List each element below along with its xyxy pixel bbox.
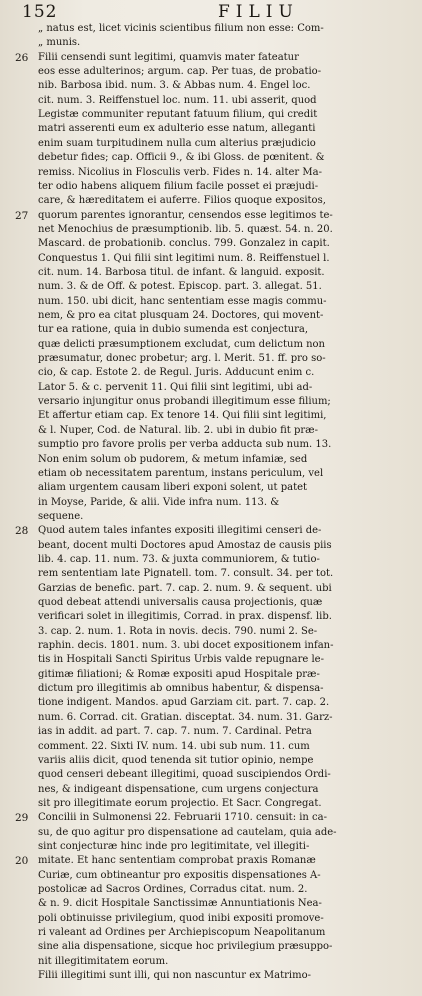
- text-line: [0, 740, 422, 754]
- line-text: comment. 22. Sixti IV. num. 14. ubi sub num. 11. cum: [38, 740, 310, 752]
- text-line: [0, 51, 422, 65]
- line-text: Mascard. de probationib. conclus. 799. Gonzalez in capit.: [38, 238, 330, 250]
- line-text: in Moyse, Paride, & alii. Vide infra num. 113. &: [38, 496, 280, 508]
- text-line: [0, 79, 422, 93]
- line-text: poli obtinuisse privilegium, quod inibi expositi promove-: [38, 912, 324, 924]
- text-line: [0, 65, 422, 79]
- line-text: sit pro illegitimate eorum projectio. Et Sacr. Congregat.: [38, 797, 322, 809]
- line-text: care, & hæreditatem ei auferre. Filios quoque expositos,: [38, 195, 326, 207]
- text-line: [0, 180, 422, 194]
- text-line: [0, 438, 422, 452]
- line-text: quod debeat attendi universalis causa projectionis, quæ: [38, 597, 323, 608]
- text-line: [0, 969, 422, 983]
- line-text: „ munis.: [38, 37, 81, 49]
- line-text: nem, & pro ea citat plusquam 24. Doctores, qui movent-: [38, 310, 324, 321]
- text-line: [0, 524, 422, 538]
- line-text: versario injungitur onus probandi illegitimum esse filium;: [38, 396, 331, 408]
- text-line: [0, 166, 422, 180]
- text-line: [0, 424, 422, 438]
- line-text: sequene.: [38, 510, 84, 522]
- text-line: [0, 912, 422, 926]
- text-line: [0, 122, 422, 136]
- text-line: [0, 582, 422, 596]
- line-text: Conquestus 1. Qui filii sint legitimi num. 8. Reiffenstuel l.: [38, 252, 330, 264]
- line-text: variis aliis dicit, quod tenenda sit tutior opinio, nempe: [38, 754, 314, 766]
- text-line: [0, 223, 422, 237]
- line-text: rem sententiam late Pignatell. tom. 7. consult. 34. per tot.: [38, 568, 334, 580]
- line-text: verificari solet in illegitimis, Corrad. in prax. dispensf. lib.: [38, 611, 332, 623]
- text-line: [0, 510, 422, 524]
- line-text: eos esse adulterinos; argum. cap. Per tuas, de probatio-: [38, 66, 322, 78]
- line-text: ri valeant ad Ordines per Archiepiscopum Neapolitanum: [38, 927, 326, 939]
- line-text: su, de quo agitur pro dispensatione ad cautelam, quia ade-: [38, 826, 337, 838]
- line-text: cio, & cap. Estote 2. de Regul. Juris. Adducunt enim c.: [38, 367, 315, 379]
- line-text: quod censeri debeant illegitimi, quoad suscipiendos Ordi-: [38, 769, 331, 781]
- line-text: lib. 4. cap. 11. num. 73. & juxta communiorem, & tutio-: [38, 553, 320, 565]
- page-header: [0, 2, 422, 22]
- line-text: Filii censendi sunt legitimi, quamvis mater fateatur: [38, 51, 299, 63]
- text-line: [0, 209, 422, 223]
- line-text: aliam urgentem causam liberi exponi solent, ut patet: [38, 482, 308, 494]
- text-line: [0, 194, 422, 208]
- text-line: [0, 811, 422, 825]
- line-text: beant, docent multi Doctores apud Amostaz de causis piis: [38, 539, 332, 551]
- margin-number: 28: [15, 525, 29, 538]
- text-line: [0, 366, 422, 380]
- text-line: [0, 395, 422, 409]
- line-text: ter odio habens aliquem filium facile posset ei præjudi-: [38, 180, 319, 192]
- line-text: raphin. decis. 1801. num. 3. ubi docet expositionem infan-: [38, 640, 334, 652]
- text-line: [0, 653, 422, 667]
- text-line: [0, 854, 422, 868]
- text-line: [0, 840, 422, 854]
- text-line: [0, 481, 422, 495]
- line-text: sine alia dispensatione, sicque hoc privilegium præsuppo-: [38, 941, 333, 953]
- text-line: [0, 869, 422, 883]
- text-line: [0, 725, 422, 739]
- text-line: [0, 252, 422, 266]
- line-text: Legistæ communiter reputant fatuum filium, qui credit: [38, 109, 318, 121]
- line-text: remiss. Nicolius in Flosculis verb. Fides n. 14. alter Ma-: [38, 166, 322, 178]
- text-line: [0, 797, 422, 811]
- running-head: FILIU: [218, 2, 299, 22]
- text-line: [0, 22, 422, 36]
- text-line: [0, 940, 422, 954]
- text-line: [0, 108, 422, 122]
- line-text: debetur fides; cap. Officii 9., & ibi Gloss. de pœnitent. &: [38, 152, 325, 164]
- line-text: dictum pro illegitimis ab omnibus habentur, & dispensa-: [38, 683, 324, 695]
- line-text: Garzias de benefic. part. 7. cap. 2. num. 9. & sequent. ubi: [38, 582, 332, 594]
- text-line: [0, 783, 422, 797]
- line-text: nes, & indigeant dispensatione, cum urgens conjectura: [38, 783, 319, 795]
- line-text: net Menochius de præsumptionib. lib. 5. quæst. 54. n. 20.: [38, 223, 333, 235]
- text-line: [0, 137, 422, 151]
- text-line: [0, 539, 422, 553]
- text-line: [0, 955, 422, 969]
- line-text: sint conjecturæ hinc inde pro legitimitate, vel illegiti-: [38, 840, 310, 852]
- line-text: quæ delicti præsumptionem excludat, cum delictum non: [38, 338, 326, 350]
- line-text: præsumatur, donec probetur; arg. l. Merit. 51. ff. pro so-: [38, 353, 326, 365]
- text-line: [0, 280, 422, 294]
- text-line: [0, 237, 422, 251]
- margin-number: 26: [15, 51, 29, 64]
- line-text: Filii illegitimi sunt illi, qui non nascuntur ex Matrimo-: [38, 970, 312, 982]
- line-text: etiam ob necessitatem parentum, instans periculum, vel: [38, 467, 324, 479]
- line-text: quorum parentes ignorantur, censendos esse legitimos te-: [38, 209, 333, 221]
- text-line: [0, 36, 422, 50]
- text-line: [0, 266, 422, 280]
- text-line: [0, 768, 422, 782]
- text-line: [0, 453, 422, 467]
- text-line: [0, 309, 422, 323]
- text-line: [0, 682, 422, 696]
- line-text: mitate. Et hanc sententiam comprobat praxis Romanæ: [38, 855, 316, 867]
- text-line: [0, 467, 422, 481]
- line-text: cit. num. 3. Reiffenstuel loc. num. 11. ubi asserit, quod: [38, 94, 317, 106]
- margin-number: 29: [15, 812, 29, 825]
- line-text: Et affertur etiam cap. Ex tenore 14. Qui filii sint legitimi,: [38, 410, 327, 422]
- line-text: Non enim solum ob pudorem, & metum infamiæ, sed: [38, 453, 308, 465]
- text-line: [0, 338, 422, 352]
- line-text: matri asserenti eum ex adulterio esse natum, alleganti: [38, 123, 316, 135]
- line-text: „ natus est, licet vicinis scientibus filium non esse: Com-: [38, 23, 324, 34]
- text-line: [0, 496, 422, 510]
- text-line: [0, 610, 422, 624]
- line-text: 3. cap. 2. num. 1. Rota in novis. decis. 790. numi 2. Se-: [38, 625, 318, 637]
- text-line: [0, 151, 422, 165]
- text-line: [0, 381, 422, 395]
- page-number: 152: [22, 2, 58, 22]
- line-text: tione indigent. Mandos. apud Garziam cit. part. 7. cap. 2.: [38, 697, 330, 709]
- line-text: ias in addit. ad part. 7. cap. 7. num. 7. Cardinal. Petra: [38, 726, 312, 738]
- line-text: & l. Nuper, Cod. de Natural. lib. 2. ubi in dubio fit præ-: [38, 424, 318, 436]
- line-text: sumptio pro favore prolis per verba adducta sub num. 13.: [38, 439, 332, 451]
- text-line: [0, 567, 422, 581]
- text-line: [0, 409, 422, 423]
- margin-number: 27: [15, 209, 29, 222]
- line-text: gitimæ filiationi; & Romæ expositi apud Hospitale præ-: [38, 668, 320, 680]
- text-line: [0, 323, 422, 337]
- line-text: Quod autem tales infantes expositi illegitimi censeri de-: [38, 525, 322, 537]
- text-line: [0, 883, 422, 897]
- line-text: num. 6. Corrad. cit. Gratian. disceptat. 34. num. 31. Garz-: [38, 711, 333, 723]
- line-text: num. 3. & de Off. & potest. Episcop. part. 3. allegat. 51.: [38, 281, 322, 293]
- line-text: & n. 9. dicit Hospitale Sanctissimæ Annuntiationis Nea-: [38, 898, 322, 910]
- text-line: [0, 639, 422, 653]
- text-line: [0, 352, 422, 366]
- line-text: tur ea ratione, quia in dubio sumenda est conjectura,: [38, 324, 309, 336]
- text-line: [0, 295, 422, 309]
- text-line: [0, 553, 422, 567]
- line-text: num. 150. ubi dicit, hanc sententiam esse magis commu-: [38, 295, 327, 307]
- line-text: Lator 5. & c. pervenit 11. Qui filii sint legitimi, ubi ad-: [38, 381, 313, 393]
- line-text: tis in Hospitali Sancti Spiritus Urbis valde repugnare le-: [38, 654, 324, 666]
- line-text: cit. num. 14. Barbosa titul. de infant. & languid. exposit.: [38, 266, 325, 278]
- line-text: nit illegitimitatem eorum.: [38, 955, 169, 967]
- line-text: enim suam turpitudinem nulla cum alterius præjudicio: [38, 137, 316, 149]
- text-line: [0, 826, 422, 840]
- text-line: [0, 94, 422, 108]
- margin-number: 20: [15, 855, 29, 868]
- text-line: [0, 696, 422, 710]
- text-line: [0, 711, 422, 725]
- text-line: [0, 754, 422, 768]
- line-text: Concilii in Sulmonensi 22. Februarii 1710. censuit: in ca-: [38, 812, 327, 824]
- line-text: postolicæ ad Sacros Ordines, Corradus citat. num. 2.: [38, 884, 308, 895]
- text-line: [0, 625, 422, 639]
- line-text: Curiæ, cum obtineantur pro expositis dispensationes A-: [38, 869, 321, 881]
- line-text: nib. Barbosa ibid. num. 3. & Abbas num. 4. Engel loc.: [38, 80, 311, 92]
- text-line: [0, 668, 422, 682]
- text-line: [0, 926, 422, 940]
- text-line: [0, 596, 422, 610]
- text-line: [0, 897, 422, 911]
